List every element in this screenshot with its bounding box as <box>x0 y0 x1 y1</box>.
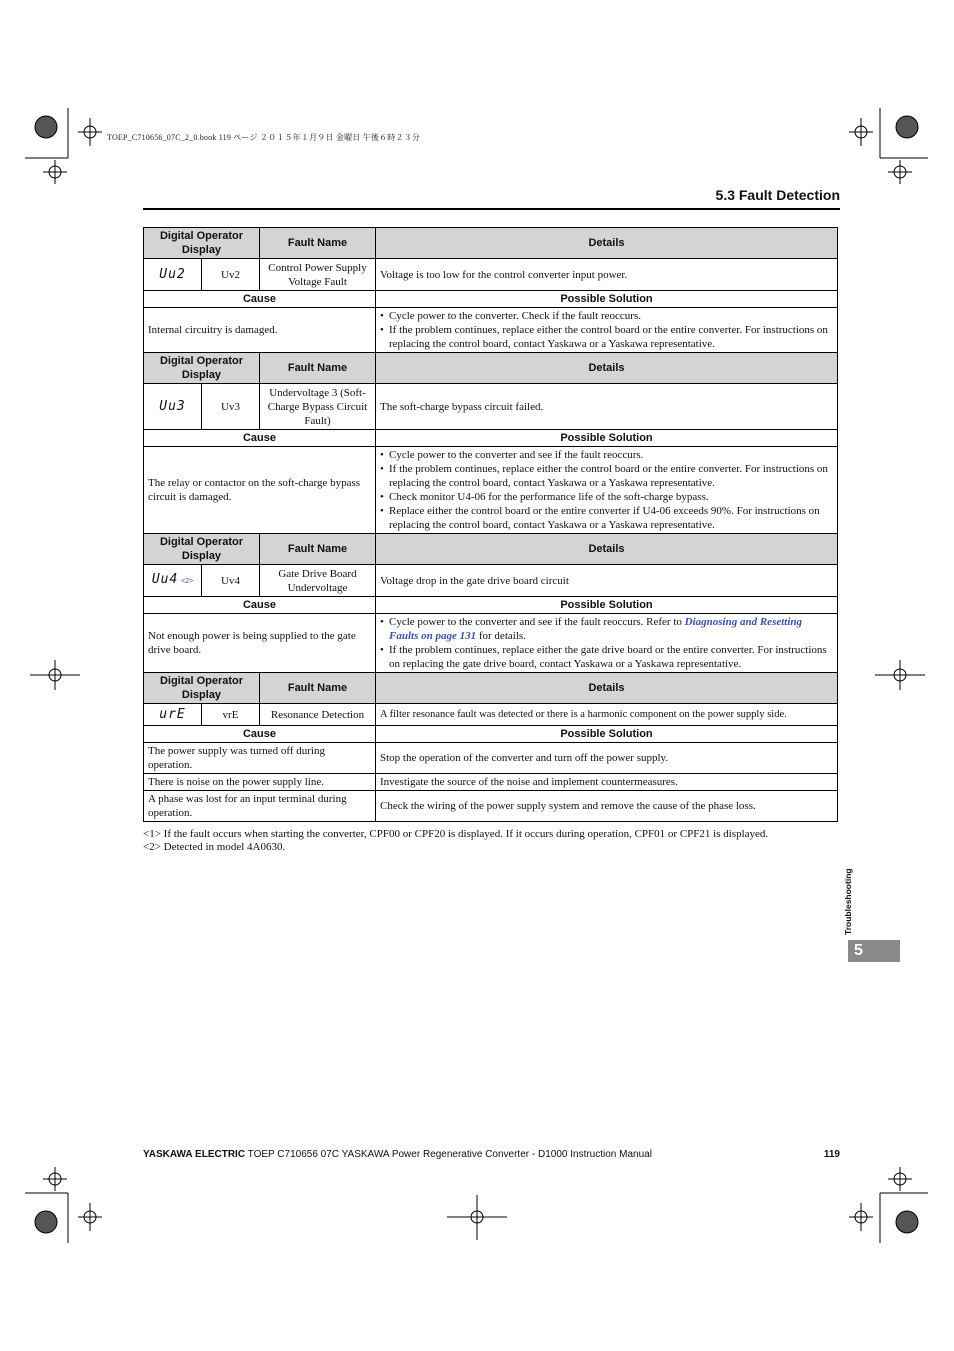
solution-text: for details. <box>476 630 526 642</box>
solution-item: • Check monitor U4-06 for the performance life of the soft-charge bypass. <box>380 490 833 504</box>
fault-code: vrE <box>202 704 260 726</box>
details-header: Details <box>376 673 838 704</box>
fault-details: A filter resonance fault was detected or there is a harmonic component on the power supply side. <box>376 704 838 726</box>
solution-item: • If the problem continues, replace either the control board or the entire converter. For instructions on replacing the control board, contact Yaskawa or a Yaskawa representative. <box>380 323 833 351</box>
solution-header: Possible Solution <box>376 430 838 447</box>
section-title: 5.3 Fault Detection <box>715 187 840 203</box>
footnote-ref: <2> <box>181 577 194 585</box>
page-footer <box>143 1149 840 1160</box>
solution-header: Possible Solution <box>376 597 838 614</box>
header-row <box>144 353 838 384</box>
solution-header: Possible Solution <box>376 726 838 743</box>
operator-display-glyph: Uu4 <box>151 571 179 587</box>
cause-solution-header-row <box>144 430 838 447</box>
cause-text: A phase was lost for an input terminal during operation. <box>144 791 376 822</box>
fault-row <box>144 384 838 430</box>
footnote-2: <2> Detected in model 4A0630. <box>143 841 286 853</box>
page-reference-link[interactable]: Diagnosing and Resetting Faults on page 131 <box>389 616 803 642</box>
fault-name-header: Fault Name <box>260 673 376 704</box>
solution-text: Stop the operation of the converter and turn off the power supply. <box>376 743 838 774</box>
chapter-tab: 5 <box>848 940 900 962</box>
display-header: Digital Operator Display <box>144 673 260 704</box>
header-row <box>144 534 838 565</box>
cause-text: There is noise on the power supply line. <box>144 774 376 791</box>
header-row <box>144 673 838 704</box>
fault-code: Uv4 <box>202 565 260 597</box>
solution-header: Possible Solution <box>376 291 838 308</box>
solution-item: • Cycle power to the converter. Check if the fault reoccurs. <box>380 309 833 323</box>
cause-row <box>144 447 838 534</box>
fault-code: Uv2 <box>202 259 260 291</box>
header-row <box>144 228 838 259</box>
operator-display-glyph: Uu2 <box>159 266 186 282</box>
display-header: Digital Operator Display <box>144 353 260 384</box>
fault-details: Voltage is too low for the control converter input power. <box>376 259 838 291</box>
details-header: Details <box>376 228 838 259</box>
cause-text: Not enough power is being supplied to the gate drive board. <box>144 614 376 673</box>
fault-table <box>143 227 838 822</box>
cause-row <box>144 774 838 791</box>
chapter-side-label: Troubleshooting <box>843 868 853 935</box>
fault-row <box>144 704 838 726</box>
fault-code: Uv3 <box>202 384 260 430</box>
cause-header: Cause <box>144 597 376 614</box>
details-header: Details <box>376 534 838 565</box>
fault-name: Control Power Supply Voltage Fault <box>260 259 376 291</box>
cause-header: Cause <box>144 430 376 447</box>
fault-details: The soft-charge bypass circuit failed. <box>376 384 838 430</box>
header-rule <box>143 208 840 210</box>
fault-name-header: Fault Name <box>260 353 376 384</box>
solution-item: • Cycle power to the converter and see if the fault reoccurs. <box>380 448 833 462</box>
cause-text: Internal circuitry is damaged. <box>144 308 376 353</box>
display-header: Digital Operator Display <box>144 228 260 259</box>
solution-text: Cycle power to the converter and see if the fault reoccurs. Refer to <box>389 616 685 628</box>
cause-text: The power supply was turned off during operation. <box>144 743 376 774</box>
cause-row <box>144 743 838 774</box>
cause-solution-header-row <box>144 726 838 743</box>
solution-text: Investigate the source of the noise and implement countermeasures. <box>376 774 838 791</box>
footer-text: TOEP C710656 07C YASKAWA Power Regenerative Converter - D1000 Instruction Manual <box>245 1149 652 1160</box>
solution-item: • If the problem continues, replace either the gate drive board or the entire converter. For instructions on replacing the gate drive board, contact Yaskawa or a Yaskawa representative. <box>380 643 833 671</box>
solution-text: Check the wiring of the power supply system and remove the cause of the phase loss. <box>376 791 838 822</box>
display-header: Digital Operator Display <box>144 534 260 565</box>
operator-display-glyph: urE <box>159 706 186 722</box>
fault-details: Voltage drop in the gate drive board circuit <box>376 565 838 597</box>
cause-header: Cause <box>144 726 376 743</box>
footer-brand: YASKAWA ELECTRIC <box>143 1149 246 1160</box>
cause-row <box>144 308 838 353</box>
fault-row <box>144 565 838 597</box>
solution-item: • Replace either the control board or the entire converter if U4-06 exceeds 90%. For instructions on replacing the control board, contact Yaskawa or a Yaskawa representative. <box>380 504 833 532</box>
operator-display-glyph: Uu3 <box>159 398 186 414</box>
page-number: 119 <box>823 1149 840 1160</box>
cause-text: The relay or contactor on the soft-charge bypass circuit is damaged. <box>144 447 376 534</box>
cause-header: Cause <box>144 291 376 308</box>
fault-name: Gate Drive Board Undervoltage <box>260 565 376 597</box>
fault-row <box>144 259 838 291</box>
fault-name: Resonance Detection <box>260 704 376 726</box>
footnotes <box>143 828 768 854</box>
cause-row <box>144 791 838 822</box>
solution-item <box>380 615 833 643</box>
details-header: Details <box>376 353 838 384</box>
fault-name-header: Fault Name <box>260 534 376 565</box>
fault-name-header: Fault Name <box>260 228 376 259</box>
cause-row <box>144 614 838 673</box>
solution-item: • If the problem continues, replace either the control board or the entire converter. For instructions on replacing the control board, contact Yaskawa or a Yaskawa representative. <box>380 462 833 490</box>
cause-solution-header-row <box>144 597 838 614</box>
cause-solution-header-row <box>144 291 838 308</box>
footnote-1: <1> If the fault occurs when starting the converter, CPF00 or CPF20 is displayed. If it occurs during operation, CPF01 or CPF21 is displayed. <box>143 828 769 840</box>
fault-name: Undervoltage 3 (Soft-Charge Bypass Circuit Fault) <box>260 384 376 430</box>
print-meta-line: TOEP_C710656_07C_2_0.book 119 ページ ２０１５年１月９日 金曜日 午後６時２３分 <box>107 133 421 142</box>
